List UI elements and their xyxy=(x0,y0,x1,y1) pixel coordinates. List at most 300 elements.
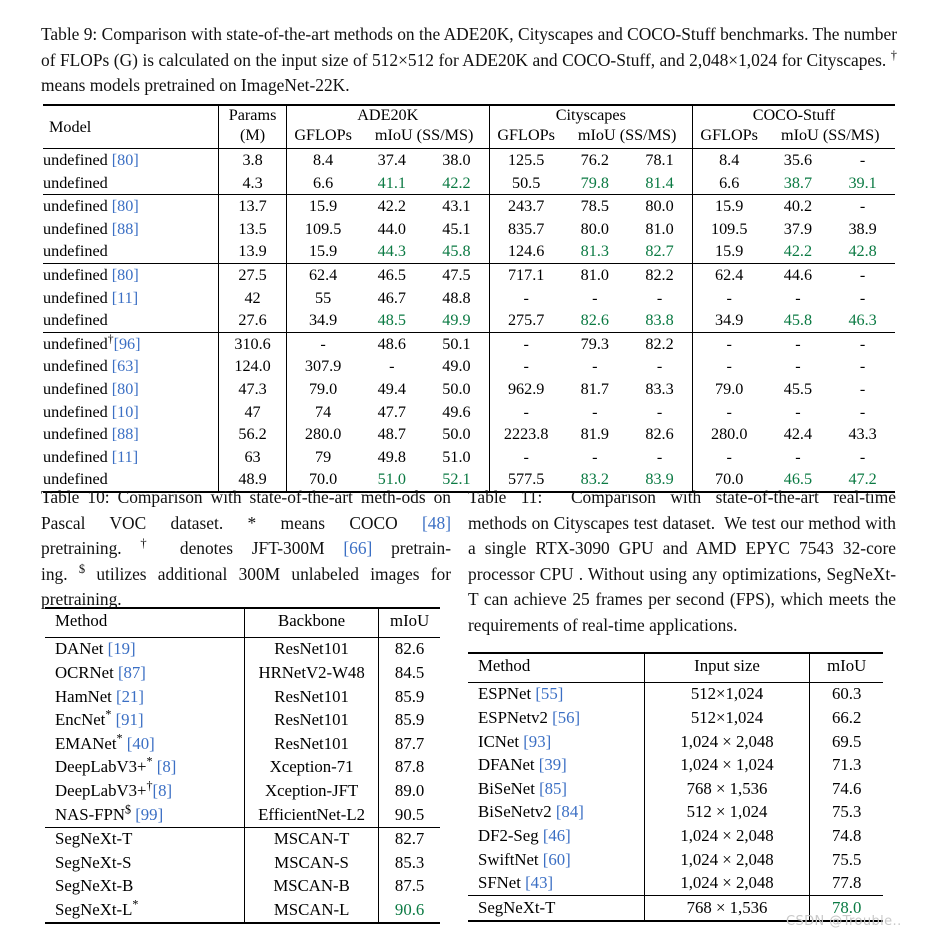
cell-miou: 75.5 xyxy=(810,848,883,872)
header-group-cityscapes: Cityscapes xyxy=(489,105,692,126)
reference-link[interactable]: [8] xyxy=(156,757,177,777)
cell-coco-miou-ms: 38.9 xyxy=(848,219,877,238)
cell-miou: 60.3 xyxy=(810,682,883,706)
cell-ade20k-gflops: 6.6 xyxy=(286,172,359,195)
star-symbol: * xyxy=(116,731,123,746)
cell-coco-miou-ss: - xyxy=(795,447,801,466)
cell-coco-miou-ms: - xyxy=(859,288,866,307)
cell-coco-miou-ss: - xyxy=(795,402,801,421)
header-gflops-ade20k: GFLOPs xyxy=(286,126,359,149)
cell-miou: 69.5 xyxy=(810,730,883,754)
cell-cityscapes-miou-ss: - xyxy=(592,357,598,376)
header-input-size: Input size xyxy=(644,653,810,678)
table-row xyxy=(43,195,895,218)
cell-cityscapes-miou-ms: 83.3 xyxy=(645,379,674,398)
dagger-symbol: † xyxy=(140,536,162,551)
cell-method: ESPNet [55] xyxy=(478,684,564,704)
table-row xyxy=(43,309,895,332)
dagger-symbol: † xyxy=(890,47,897,62)
cell-cityscapes-gflops: 125.5 xyxy=(489,149,562,172)
cell-params: 47 xyxy=(219,401,286,424)
cell-backbone: Xception-JFT xyxy=(244,779,378,803)
cell-params: 48.9 xyxy=(219,468,286,492)
cell-ade20k-miou-ms: 45.1 xyxy=(442,219,471,238)
table-row xyxy=(43,355,895,378)
reference-link[interactable]: [96] xyxy=(113,334,141,353)
cell-backbone: MSCAN-T xyxy=(244,827,378,851)
cell-method: DANet [19] xyxy=(55,639,136,659)
cell-input-size: 768 × 1,536 xyxy=(644,777,810,801)
cell-ade20k-miou-ms: 49.6 xyxy=(442,402,471,421)
cell-params: 56.2 xyxy=(219,423,286,446)
cell-method: DFANet [39] xyxy=(478,755,567,775)
reference-link[interactable]: [60] xyxy=(542,849,571,869)
cell-cityscapes-miou-ms: - xyxy=(656,357,663,376)
cell-cityscapes-miou-ms: 83.8 xyxy=(627,309,692,332)
cell-coco-gflops: 109.5 xyxy=(692,218,765,241)
cell-backbone: EfficientNet-L2 xyxy=(244,803,378,827)
cell-coco-miou-ss: - xyxy=(795,334,801,353)
cell-model: undefined [80] xyxy=(43,265,139,284)
table9 xyxy=(43,104,895,493)
cell-cityscapes-gflops: - xyxy=(489,401,562,424)
cell-miou: 75.3 xyxy=(810,801,883,825)
cell-method: NAS-FPN$ [99] xyxy=(45,803,244,827)
cell-coco-gflops: 280.0 xyxy=(692,423,765,446)
cell-input-size: 512×1,024 xyxy=(644,706,810,730)
table9-grid xyxy=(43,104,895,493)
reference-link[interactable]: [11] xyxy=(111,447,139,466)
reference-link[interactable]: [88] xyxy=(111,219,139,238)
header-group-coco-stuff: COCO-Stuff xyxy=(692,105,895,126)
cell-ade20k-miou-ss: 47.7 xyxy=(377,402,406,421)
cell-coco-miou-ms: 47.2 xyxy=(830,468,895,492)
table-row xyxy=(468,848,883,872)
table-row xyxy=(45,875,440,899)
cell-input-size: 1,024 × 1,024 xyxy=(644,754,810,778)
header-miou-coco-stuff: mIoU (SS/MS) xyxy=(781,126,880,144)
cell-coco-miou-ss: 35.6 xyxy=(783,151,813,169)
reference-link[interactable]: [10] xyxy=(111,402,139,421)
reference-link[interactable]: [87] xyxy=(117,662,146,682)
cell-ade20k-miou-ss: 51.0 xyxy=(359,468,424,492)
cell-params: 3.8 xyxy=(219,149,286,172)
cell-model: undefined xyxy=(43,309,219,332)
cell-cityscapes-gflops: 717.1 xyxy=(489,263,562,286)
cell-coco-gflops: - xyxy=(692,332,765,355)
cell-cityscapes-miou-ms: 82.7 xyxy=(627,240,692,263)
table-row xyxy=(468,754,883,778)
reference-link[interactable]: [43] xyxy=(525,873,554,893)
cell-cityscapes-miou-ms: - xyxy=(656,447,663,466)
cell-method: ESPNetv2 [56] xyxy=(478,707,581,727)
cell-miou: 82.7 xyxy=(379,827,440,851)
cell-cityscapes-miou-ss: 78.5 xyxy=(580,197,609,216)
cell-cityscapes-miou-ss: 81.3 xyxy=(563,240,628,263)
cell-ade20k-gflops: 79.0 xyxy=(286,378,359,401)
header-gflops-coco-stuff: GFLOPs xyxy=(692,126,765,149)
cell-coco-miou-ss: - xyxy=(795,357,801,376)
watermark: CSDN @Trouble.. xyxy=(786,914,902,929)
cell-cityscapes-miou-ms: 78.1 xyxy=(645,151,674,169)
header-miou: mIoU xyxy=(810,653,883,678)
cell-method: DF2-Seg [46] xyxy=(478,825,571,845)
table-row xyxy=(45,661,440,685)
cell-backbone: ResNet101 xyxy=(244,709,378,733)
cell-coco-miou-ms: 42.8 xyxy=(830,240,895,263)
cell-params: 27.6 xyxy=(219,309,286,332)
cell-method: ICNet [93] xyxy=(478,731,552,751)
cell-ade20k-miou-ss: - xyxy=(389,357,395,376)
table-row xyxy=(43,332,895,355)
table9-caption: Table 9: Comparison with state-of-the-art methods on the ADE20K, Cityscapes and COCO-Stuff benchmarks. The number of FLOPs (G) is calculated on the input size of 512×512 for ADE20K and COCO-Stuff, and 2,048×1,024 for Cityscapes. † means models pretrained on ImageNet-22K. xyxy=(41,24,897,95)
cell-method: DeepLabV3+†[8] xyxy=(55,778,173,800)
cell-cityscapes-miou-ss: 79.8 xyxy=(563,172,628,195)
cell-cityscapes-miou-ms: 80.0 xyxy=(645,197,674,216)
cell-miou: 87.8 xyxy=(379,756,440,780)
cell-coco-gflops: - xyxy=(692,446,765,469)
table-row xyxy=(468,682,883,706)
cell-method: HamNet [21] xyxy=(55,686,145,706)
reference-link[interactable]: [39] xyxy=(538,755,567,775)
cell-model: undefined xyxy=(43,172,219,195)
table-row xyxy=(43,149,895,172)
cell-params: 310.6 xyxy=(219,332,286,355)
cell-cityscapes-gflops: - xyxy=(489,287,562,310)
cell-cityscapes-gflops: 275.7 xyxy=(489,309,562,332)
cell-cityscapes-miou-ms: 82.2 xyxy=(645,334,674,353)
header-model: Model xyxy=(43,105,219,149)
cell-model: undefined xyxy=(43,240,219,263)
cell-ade20k-miou-ms: 50.1 xyxy=(442,334,471,353)
cell-cityscapes-gflops: 50.5 xyxy=(489,172,562,195)
cell-ade20k-miou-ms: 47.5 xyxy=(442,265,471,284)
table-row xyxy=(43,401,895,424)
cell-method: SwiftNet [60] xyxy=(478,849,571,869)
header-method: Method xyxy=(45,608,244,633)
reference-link[interactable]: [84] xyxy=(555,802,584,822)
cell-cityscapes-gflops: 2223.8 xyxy=(489,423,562,446)
reference-link[interactable]: [55] xyxy=(535,684,564,704)
cell-cityscapes-miou-ss: - xyxy=(592,288,598,307)
cell-ade20k-gflops: 74 xyxy=(286,401,359,424)
cell-method: SegNeXt-S xyxy=(55,852,132,872)
cell-cityscapes-miou-ss: 80.0 xyxy=(580,219,609,238)
cell-coco-gflops: - xyxy=(692,287,765,310)
reference-link[interactable]: [48] xyxy=(422,512,451,533)
table10 xyxy=(45,607,440,924)
table-row xyxy=(45,779,440,803)
cell-ade20k-miou-ms: 50.0 xyxy=(442,379,471,398)
cell-coco-gflops: 15.9 xyxy=(692,195,765,218)
cell-model: undefined [63] xyxy=(43,357,139,376)
table-row xyxy=(45,898,440,923)
cell-coco-miou-ms: 46.3 xyxy=(830,309,895,332)
cell-model: undefined [10] xyxy=(43,402,139,421)
cell-miou: 74.6 xyxy=(810,777,883,801)
cell-ade20k-miou-ss: 44.0 xyxy=(377,219,406,238)
cell-ade20k-gflops: - xyxy=(286,332,359,355)
cell-model: undefined [11] xyxy=(43,447,139,466)
cell-ade20k-miou-ms: 49.9 xyxy=(424,309,489,332)
table-row xyxy=(45,756,440,780)
cell-params: 27.5 xyxy=(219,263,286,286)
cell-model: undefined [80] xyxy=(43,151,139,169)
header-miou-cityscapes: mIoU (SS/MS) xyxy=(577,126,677,144)
cell-coco-miou-ss: 45.5 xyxy=(783,379,813,398)
cell-miou: 84.5 xyxy=(379,661,440,685)
cell-miou: 78.0 xyxy=(810,896,883,921)
cell-method: EMANet* [40] xyxy=(55,731,155,753)
cell-miou: 90.5 xyxy=(379,803,440,827)
table-row xyxy=(468,777,883,801)
cell-backbone: Xception-71 xyxy=(244,756,378,780)
cell-cityscapes-gflops: 124.6 xyxy=(489,240,562,263)
dagger-symbol: † xyxy=(146,778,153,793)
table10-header-row xyxy=(45,608,440,633)
table11 xyxy=(468,652,883,922)
cell-miou: 85.9 xyxy=(379,709,440,733)
cell-ade20k-gflops: 8.4 xyxy=(286,149,359,172)
cell-input-size: 1,024 × 2,048 xyxy=(644,848,810,872)
cell-cityscapes-miou-ms: 82.2 xyxy=(645,265,674,284)
table-row xyxy=(43,172,895,195)
cell-input-size: 768 × 1,536 xyxy=(644,896,810,921)
reference-link[interactable]: [91] xyxy=(115,710,144,730)
cell-input-size: 1,024 × 2,048 xyxy=(644,824,810,848)
cell-miou: 90.6 xyxy=(379,898,440,923)
cell-cityscapes-miou-ms: 82.6 xyxy=(645,425,674,444)
reference-link[interactable]: [85] xyxy=(539,778,568,798)
cell-miou: 66.2 xyxy=(810,706,883,730)
table-row xyxy=(43,287,895,310)
cell-model: undefined [80] xyxy=(43,379,139,398)
cell-ade20k-gflops: 280.0 xyxy=(286,423,359,446)
reference-link[interactable]: [80] xyxy=(111,379,139,398)
cell-ade20k-gflops: 34.9 xyxy=(286,309,359,332)
cell-cityscapes-miou-ss: - xyxy=(592,447,598,466)
reference-link[interactable]: [46] xyxy=(542,825,571,845)
cell-cityscapes-gflops: 835.7 xyxy=(489,218,562,241)
table-row xyxy=(468,706,883,730)
table-row xyxy=(43,263,895,286)
cell-ade20k-miou-ms: 51.0 xyxy=(442,447,471,466)
cell-params: 13.7 xyxy=(219,195,286,218)
cell-cityscapes-miou-ss: 79.3 xyxy=(580,334,609,353)
cell-ade20k-gflops: 307.9 xyxy=(286,355,359,378)
cell-backbone: ResNet101 xyxy=(244,685,378,709)
cell-coco-miou-ms: - xyxy=(859,197,866,216)
cell-ade20k-miou-ss: 48.6 xyxy=(377,334,406,353)
reference-link[interactable]: [11] xyxy=(111,288,139,307)
cell-coco-miou-ss: 38.7 xyxy=(766,172,831,195)
reference-link[interactable]: [21] xyxy=(116,686,145,706)
cell-coco-miou-ss: 45.8 xyxy=(766,309,831,332)
cell-ade20k-miou-ss: 42.2 xyxy=(377,197,406,216)
table-row xyxy=(43,446,895,469)
cell-coco-miou-ms: - xyxy=(859,447,866,466)
cell-ade20k-gflops: 109.5 xyxy=(286,218,359,241)
cell-backbone: MSCAN-S xyxy=(244,851,378,875)
cell-coco-gflops: - xyxy=(692,401,765,424)
cell-model: undefined [11] xyxy=(43,288,139,307)
cell-coco-gflops: 8.4 xyxy=(692,149,765,172)
table-row xyxy=(468,872,883,896)
cell-method: DeepLabV3+* [8] xyxy=(55,754,177,777)
cell-coco-miou-ss: - xyxy=(795,288,801,307)
cell-cityscapes-miou-ms: - xyxy=(656,288,663,307)
cell-coco-gflops: 70.0 xyxy=(692,468,765,492)
cell-cityscapes-miou-ms: 81.0 xyxy=(645,219,674,238)
reference-link[interactable]: [8] xyxy=(152,780,173,800)
reference-link[interactable]: [80] xyxy=(111,151,139,169)
reference-link[interactable]: [63] xyxy=(111,357,139,376)
cell-backbone: ResNet101 xyxy=(244,732,378,756)
reference-link[interactable]: [80] xyxy=(111,265,139,284)
cell-ade20k-miou-ss: 44.3 xyxy=(359,240,424,263)
cell-params: 47.3 xyxy=(219,378,286,401)
cell-model: undefined [88] xyxy=(43,425,139,444)
cell-coco-miou-ss: 40.2 xyxy=(783,197,813,216)
cell-cityscapes-miou-ss: 81.0 xyxy=(580,265,609,284)
cell-ade20k-miou-ms: 48.8 xyxy=(442,288,471,307)
star-symbol: * xyxy=(105,707,112,722)
cell-coco-miou-ss: 37.9 xyxy=(783,219,813,238)
cell-input-size: 512×1,024 xyxy=(644,682,810,706)
cell-model: undefined†[96] xyxy=(43,332,141,353)
cell-coco-gflops: - xyxy=(692,355,765,378)
table-row xyxy=(45,851,440,875)
cell-miou: 89.0 xyxy=(379,779,440,803)
cell-ade20k-miou-ms: 45.8 xyxy=(424,240,489,263)
cell-ade20k-gflops: 55 xyxy=(286,287,359,310)
cell-params: 124.0 xyxy=(219,355,286,378)
cell-backbone: HRNetV2-W48 xyxy=(244,661,378,685)
reference-link[interactable]: [40] xyxy=(126,733,155,753)
reference-link[interactable]: [88] xyxy=(111,425,139,444)
cell-method: SegNeXt-L* xyxy=(45,898,244,923)
cell-ade20k-miou-ms: 42.2 xyxy=(424,172,489,195)
table-row xyxy=(468,730,883,754)
cell-method: SegNeXt-T xyxy=(55,829,133,849)
cell-cityscapes-gflops: - xyxy=(489,355,562,378)
table11-grid xyxy=(468,652,883,922)
reference-link[interactable]: [56] xyxy=(552,707,581,727)
cell-coco-miou-ms: - xyxy=(859,334,866,353)
cell-ade20k-miou-ss: 49.4 xyxy=(377,379,406,398)
cell-coco-miou-ss: 42.4 xyxy=(783,425,813,444)
star-symbol: * xyxy=(146,754,153,769)
table9-header-row-groups xyxy=(43,105,895,126)
cell-coco-miou-ss: 42.2 xyxy=(766,240,831,263)
cell-ade20k-gflops: 79 xyxy=(286,446,359,469)
table-row xyxy=(45,827,440,851)
cell-ade20k-miou-ss: 41.1 xyxy=(359,172,424,195)
cell-coco-gflops: 6.6 xyxy=(692,172,765,195)
cell-method: SegNeXt-T xyxy=(468,896,644,921)
cell-input-size: 1,024 × 2,048 xyxy=(644,872,810,896)
cell-coco-miou-ms: - xyxy=(859,357,866,376)
header-backbone: Backbone xyxy=(244,608,378,633)
cell-cityscapes-gflops: 243.7 xyxy=(489,195,562,218)
cell-coco-gflops: 34.9 xyxy=(692,309,765,332)
cell-backbone: ResNet101 xyxy=(244,637,378,661)
reference-link[interactable]: [93] xyxy=(523,731,552,751)
cell-input-size: 1,024 × 2,048 xyxy=(644,730,810,754)
cell-params: 13.9 xyxy=(219,240,286,263)
header-gflops-cityscapes: GFLOPs xyxy=(489,126,562,149)
cell-model: undefined xyxy=(43,468,219,492)
cell-backbone: MSCAN-L xyxy=(244,898,378,923)
table10-caption: Table 10: Comparison with state-of-the-art meth-ods on Pascal VOC dataset. * means COCO [48] pretraining. † denotes JFT-300M [66] pretrain-ing. $ utilizes additional 300M unlabeled images for pretraining. xyxy=(41,487,452,609)
table-row xyxy=(45,709,440,733)
cell-ade20k-miou-ss: 37.4 xyxy=(377,151,406,169)
cell-model: undefined [80] xyxy=(43,197,139,216)
cell-ade20k-miou-ms: 38.0 xyxy=(442,151,471,169)
cell-backbone: MSCAN-B xyxy=(244,875,378,899)
header-method: Method xyxy=(468,653,644,678)
cell-params: 4.3 xyxy=(219,172,286,195)
cell-model: undefined [88] xyxy=(43,219,139,238)
cell-coco-gflops: 62.4 xyxy=(692,263,765,286)
header-params-unit: (M) xyxy=(219,126,286,149)
cell-cityscapes-miou-ss: 81.9 xyxy=(580,425,609,444)
cell-ade20k-miou-ms: 52.1 xyxy=(424,468,489,492)
dollar-symbol: $ xyxy=(78,561,86,576)
cell-cityscapes-miou-ms: - xyxy=(656,402,663,421)
table-row xyxy=(43,218,895,241)
cell-coco-miou-ms: - xyxy=(859,379,866,398)
cell-cityscapes-gflops: - xyxy=(489,332,562,355)
dollar-symbol: $ xyxy=(124,801,131,816)
cell-miou: 71.3 xyxy=(810,754,883,778)
cell-method: BiSeNetv2 [84] xyxy=(478,802,584,822)
reference-link[interactable]: [19] xyxy=(107,639,136,659)
header-miou: mIoU xyxy=(379,608,440,633)
reference-link[interactable]: [66] xyxy=(343,538,373,558)
reference-link[interactable]: [80] xyxy=(111,197,139,216)
table-row xyxy=(45,732,440,756)
cell-coco-miou-ms: - xyxy=(859,402,866,421)
cell-cityscapes-gflops: 577.5 xyxy=(489,468,562,492)
cell-ade20k-miou-ms: 49.0 xyxy=(442,357,471,376)
table11-caption: Table 11: Comparison with state-of-the-art real-time methods on Cityscapes test dataset. We test our method with a single RTX-3090 GPU and AMD EPYC 7543 32-core processor CPU . Without using any optimizations, SegNeXt-T can achieve 25 frames per second (FPS), which meets the requirements of real-time applications. xyxy=(468,487,896,635)
reference-link[interactable]: [99] xyxy=(135,804,164,824)
table11-header-row xyxy=(468,653,883,678)
cell-cityscapes-miou-ss: - xyxy=(592,402,598,421)
cell-ade20k-miou-ss: 48.5 xyxy=(359,309,424,332)
cell-miou: 87.7 xyxy=(379,732,440,756)
cell-miou: 87.5 xyxy=(379,875,440,899)
cell-method: SegNeXt-B xyxy=(55,876,134,896)
header-group-ade20k: ADE20K xyxy=(286,105,489,126)
cell-coco-miou-ms: - xyxy=(859,265,866,284)
cell-params: 42 xyxy=(219,287,286,310)
cell-coco-miou-ss: 44.6 xyxy=(783,265,813,284)
cell-coco-gflops: 79.0 xyxy=(692,378,765,401)
dagger-symbol: † xyxy=(107,332,114,346)
table-row xyxy=(45,637,440,661)
cell-miou: 74.8 xyxy=(810,824,883,848)
cell-ade20k-miou-ss: 46.7 xyxy=(377,288,406,307)
cell-params: 63 xyxy=(219,446,286,469)
table-row xyxy=(45,803,440,827)
cell-ade20k-miou-ss: 49.8 xyxy=(377,447,406,466)
cell-ade20k-gflops: 15.9 xyxy=(286,195,359,218)
cell-cityscapes-miou-ms: 81.4 xyxy=(627,172,692,195)
cell-method: OCRNet [87] xyxy=(55,662,146,682)
table-row xyxy=(45,685,440,709)
